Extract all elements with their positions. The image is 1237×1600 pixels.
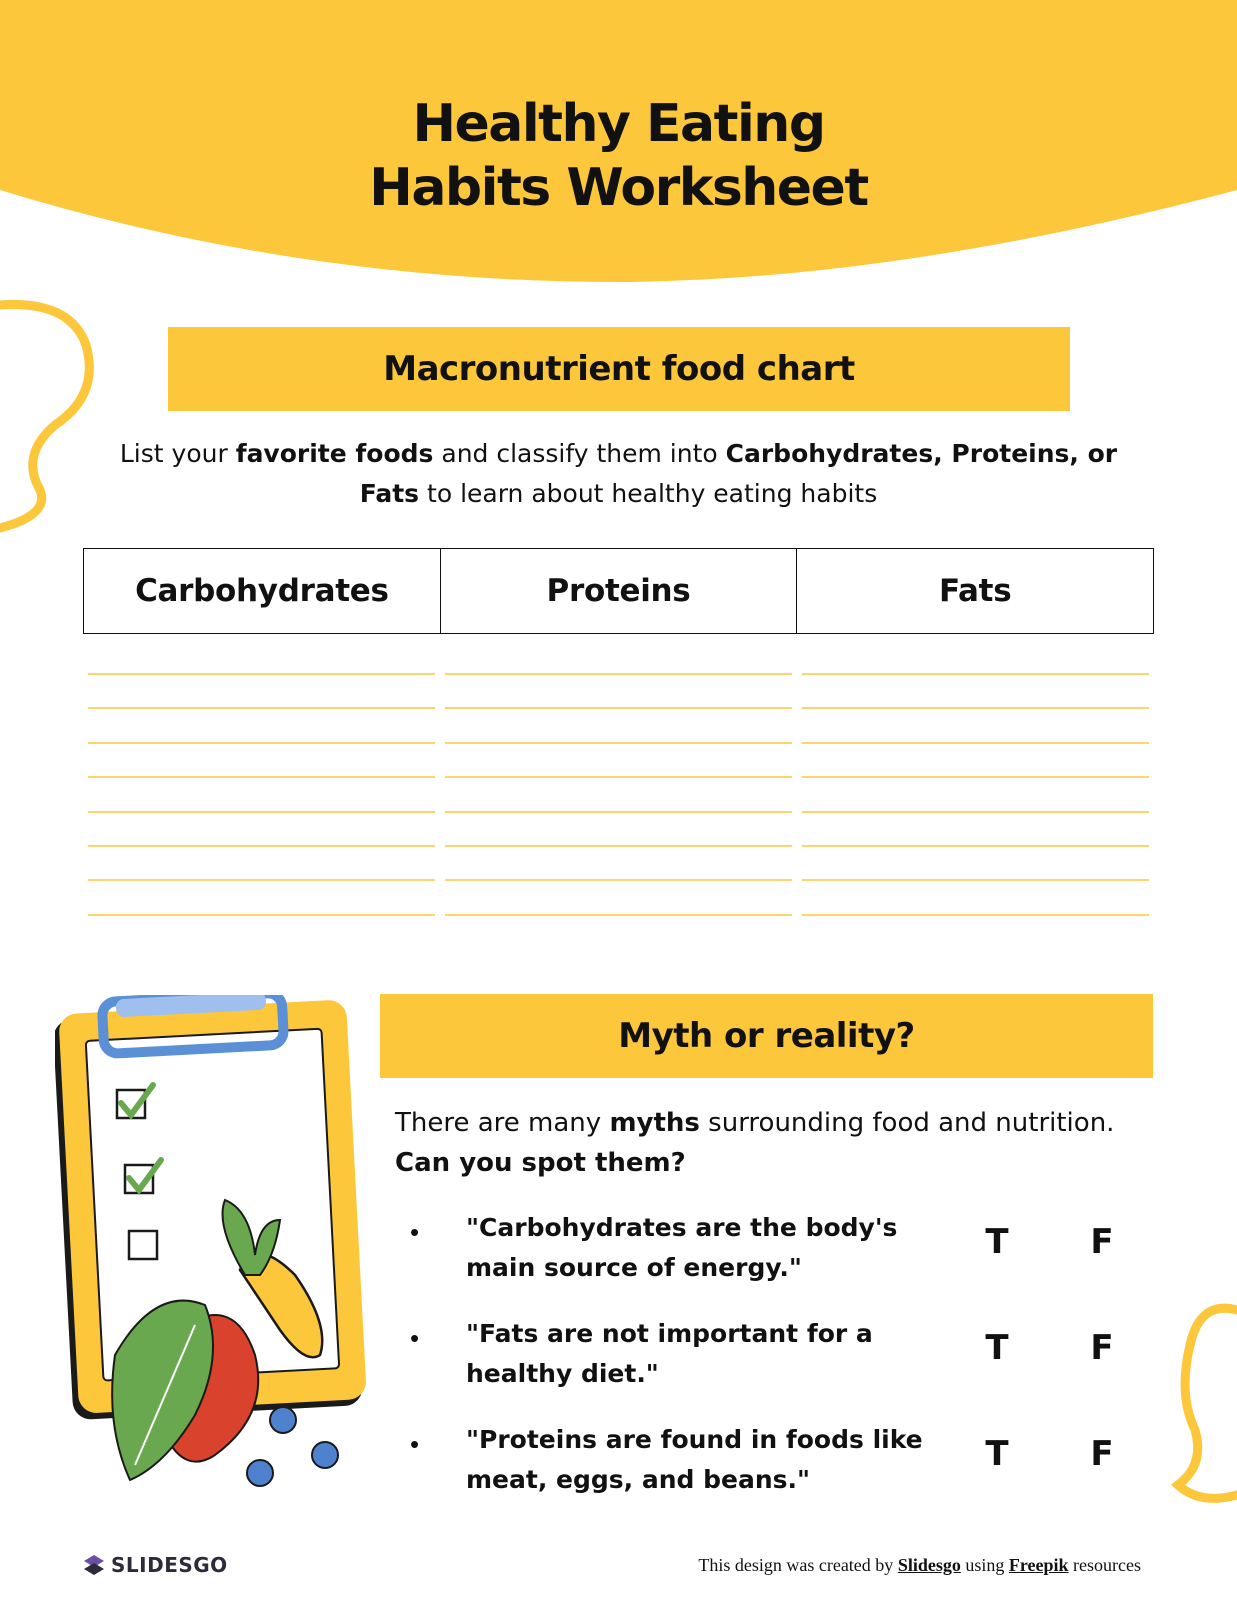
false-option-1[interactable]: F	[1090, 1222, 1114, 1262]
true-option-2[interactable]: T	[985, 1328, 1009, 1368]
writing-line	[445, 707, 792, 709]
credit-text-3: resources	[1068, 1555, 1141, 1575]
writing-line	[445, 845, 792, 847]
writing-line	[445, 811, 792, 813]
brand-name: SLIDESGO	[111, 1553, 228, 1577]
right-squiggle	[1178, 1308, 1237, 1498]
macronutrient-instructions	[100, 434, 1137, 514]
myth-intro-text-2: surrounding food and nutrition.	[699, 1108, 1115, 1138]
writing-line	[88, 914, 435, 916]
intro-text-2: and classify them into	[433, 439, 726, 468]
writing-line	[88, 776, 435, 778]
slidesgo-link[interactable]: Slidesgo	[897, 1555, 961, 1575]
writing-line	[88, 742, 435, 744]
true-option-1[interactable]: T	[985, 1222, 1009, 1262]
writing-line	[802, 914, 1149, 916]
writing-line	[802, 811, 1149, 813]
proteins-writing-lines[interactable]	[440, 673, 797, 948]
credit-text-2: using	[960, 1555, 1009, 1575]
design-credit	[698, 1555, 1141, 1576]
myth-statement-2	[410, 1314, 1130, 1394]
false-option-3[interactable]: F	[1090, 1434, 1114, 1474]
slidesgo-logo[interactable]	[83, 1552, 228, 1578]
bullet: •	[410, 1323, 420, 1353]
statement-text: "Fats are not important for a healthy diet."	[466, 1319, 873, 1388]
freepik-link[interactable]: Freepik	[1008, 1555, 1069, 1575]
myth-instructions	[395, 1103, 1155, 1183]
writing-line	[88, 673, 435, 675]
intro-text-1: List your	[119, 439, 236, 468]
column-header-fats: Fats	[796, 549, 1153, 633]
title-line-1: Healthy Eating	[412, 94, 825, 154]
writing-line	[802, 845, 1149, 847]
intro-bold-favorite-foods: favorite foods	[235, 439, 434, 468]
writing-line	[802, 776, 1149, 778]
writing-line	[445, 914, 792, 916]
writing-line	[88, 707, 435, 709]
writing-line	[445, 742, 792, 744]
false-option-2[interactable]: F	[1090, 1328, 1114, 1368]
writing-line	[445, 776, 792, 778]
macronutrient-writing-area	[83, 673, 1154, 948]
bullet: •	[410, 1429, 420, 1459]
column-header-proteins: Proteins	[440, 549, 797, 633]
carbohydrates-writing-lines[interactable]	[83, 673, 440, 948]
writing-line	[88, 845, 435, 847]
page-title	[0, 92, 1237, 220]
writing-line	[802, 742, 1149, 744]
statement-text: "Proteins are found in foods like meat, eggs, and beans."	[466, 1425, 923, 1494]
lettuce-icon	[112, 1301, 258, 1480]
writing-line	[88, 879, 435, 881]
macronutrient-chart-header	[83, 548, 1154, 634]
true-option-3[interactable]: T	[985, 1434, 1009, 1474]
writing-line	[88, 811, 435, 813]
myth-intro-bold-question: Can you spot them?	[395, 1148, 686, 1178]
bullet: •	[410, 1217, 420, 1247]
writing-line	[445, 673, 792, 675]
blueberry-icon	[247, 1407, 338, 1486]
slidesgo-logo-icon	[83, 1554, 105, 1576]
macronutrient-banner: Macronutrient food chart	[168, 327, 1070, 411]
checklist-clipboard-illustration	[55, 995, 375, 1515]
fats-writing-lines[interactable]	[797, 673, 1154, 948]
statement-text: "Carbohydrates are the body's main source of energy."	[466, 1213, 898, 1282]
writing-line	[802, 879, 1149, 881]
myth-intro-bold-myths: myths	[609, 1108, 700, 1138]
myth-intro-text-1: There are many	[395, 1108, 610, 1138]
myth-or-reality-banner: Myth or reality?	[380, 994, 1153, 1078]
intro-bold-categories: Carbohydrates, Proteins, or Fats	[359, 439, 1118, 508]
intro-text-3: to learn about healthy eating habits	[419, 479, 878, 508]
writing-line	[802, 673, 1149, 675]
myth-statement-1	[410, 1208, 1130, 1288]
left-squiggle	[0, 305, 89, 529]
writing-line	[445, 879, 792, 881]
column-header-carbohydrates: Carbohydrates	[135, 573, 389, 609]
credit-text-1: This design was created by	[698, 1555, 898, 1575]
title-line-2: Habits Worksheet	[369, 158, 868, 218]
myth-statement-3	[410, 1420, 1130, 1500]
writing-line	[802, 707, 1149, 709]
